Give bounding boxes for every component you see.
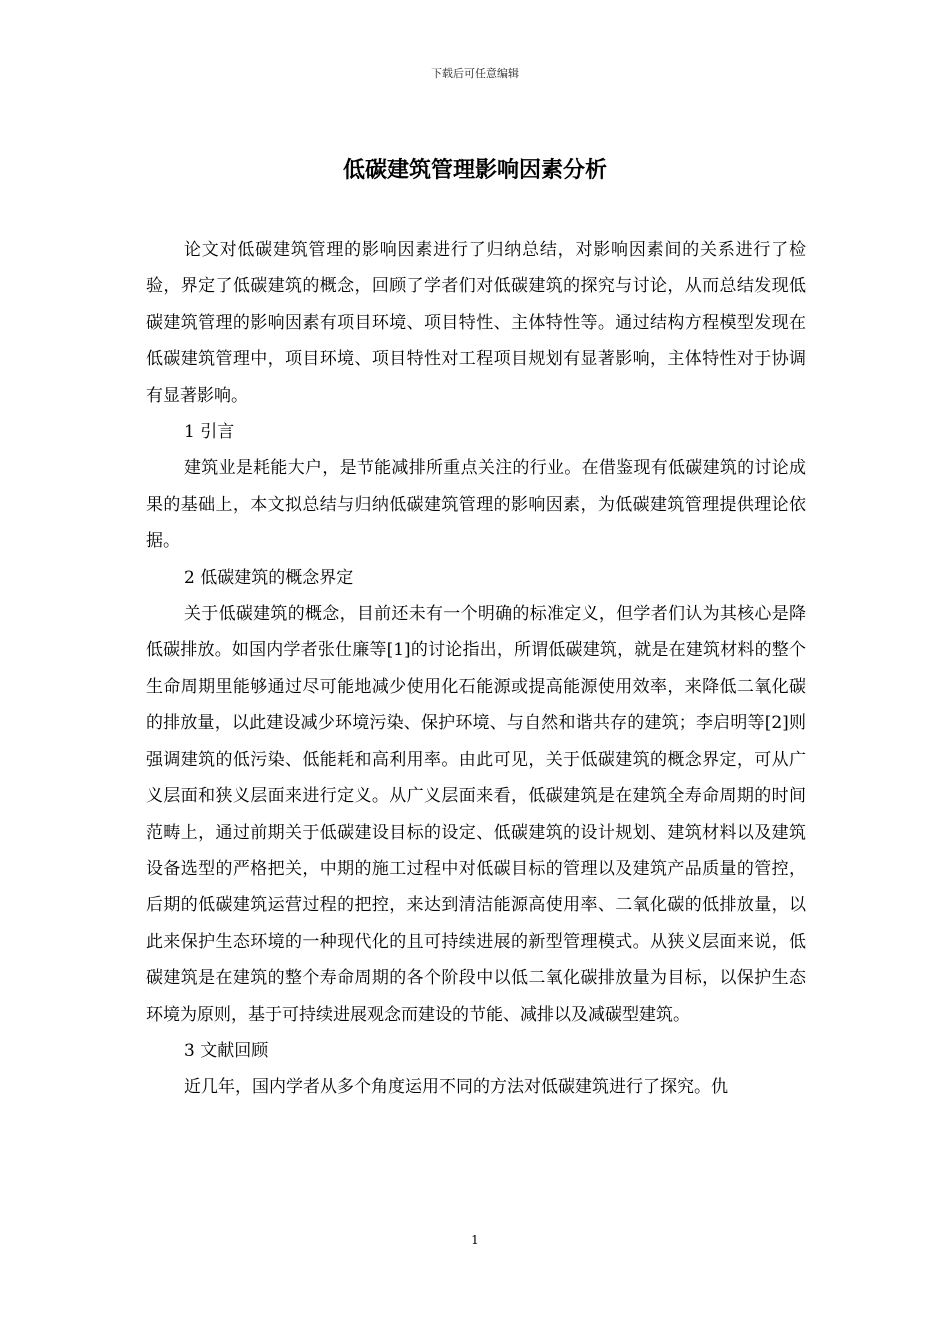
- header-note: 下载后可任意编辑: [431, 67, 519, 80]
- section-paragraph: 建筑业是耗能大户，是节能减排所重点关注的行业。在借鉴现有低碳建筑的讨论成果的基础上，本文拟总结与归纳低碳建筑管理的影响因素，为低碳建筑管理提供理论依据。: [146, 458, 806, 552]
- section-heading-literature-review: 3 文献回顾: [184, 1040, 269, 1061]
- section-paragraph: 近几年，国内学者从多个角度运用不同的方法对低碳建筑进行了探究。仇: [184, 1077, 728, 1098]
- section-paragraph: 关于低碳建筑的概念，目前还未有一个明确的标准定义，但学者们认为其核心是降低碳排放。如国内学者张仕廉等[1]的讨论指出，所谓低碳建筑，就是在建筑材料的整个生命周期里能够通过尽可能地减少使用化石能源或提高能源使用效率，来降低二氧化碳的排放量，以此建设减少环境污染、保护环境、与自然和谐共存的建筑；李启明等[2]则强调建筑的低污染、低能耗和高利用率。由此可见，关于低碳建筑的概念界定，可从广义层面和狭义层面来进行定义。从广义层面来看，低碳建筑是在建筑全寿命周期的时间范畴上，通过前期关于低碳建设目标的设定、低碳建筑的设计规划、建筑材料以及建筑设备选型的严格把关，中期的施工过程中对低碳目标的管理以及建筑产品质量的管控，后期的低碳建筑运营过程的把控，来达到清洁能源高使用率、二氧化碳的低排放量，以此来保护生态环境的一种现代化的且可持续进展的新型管理模式。从狭义层面来说，低碳建筑是在建筑的整个寿命周期的各个阶段中以低二氧化碳排放量为目标，以保护生态环境为原则，基于可持续进展观念而建设的节能、减排以及减碳型建筑。: [146, 604, 806, 1025]
- page-number: 1: [471, 1233, 479, 1247]
- section-heading-concept: 2 低碳建筑的概念界定: [184, 567, 354, 588]
- document-title: 低碳建筑管理影响因素分析: [342, 158, 607, 183]
- abstract-paragraph: 论文对低碳建筑管理的影响因素进行了归纳总结，对影响因素间的关系进行了检验，界定了低碳建筑的概念，回顾了学者们对低碳建筑的探究与讨论，从而总结发现低碳建筑管理的影响因素有项目环境、项目特性、主体特性等。通过结构方程模型发现在低碳建筑管理中，项目环境、项目特性对工程项目规划有显著影响，主体特性对于协调有显著影响。: [146, 240, 806, 406]
- section-heading-introduction: 1 引言: [184, 422, 235, 443]
- document-body: [146, 232, 806, 1106]
